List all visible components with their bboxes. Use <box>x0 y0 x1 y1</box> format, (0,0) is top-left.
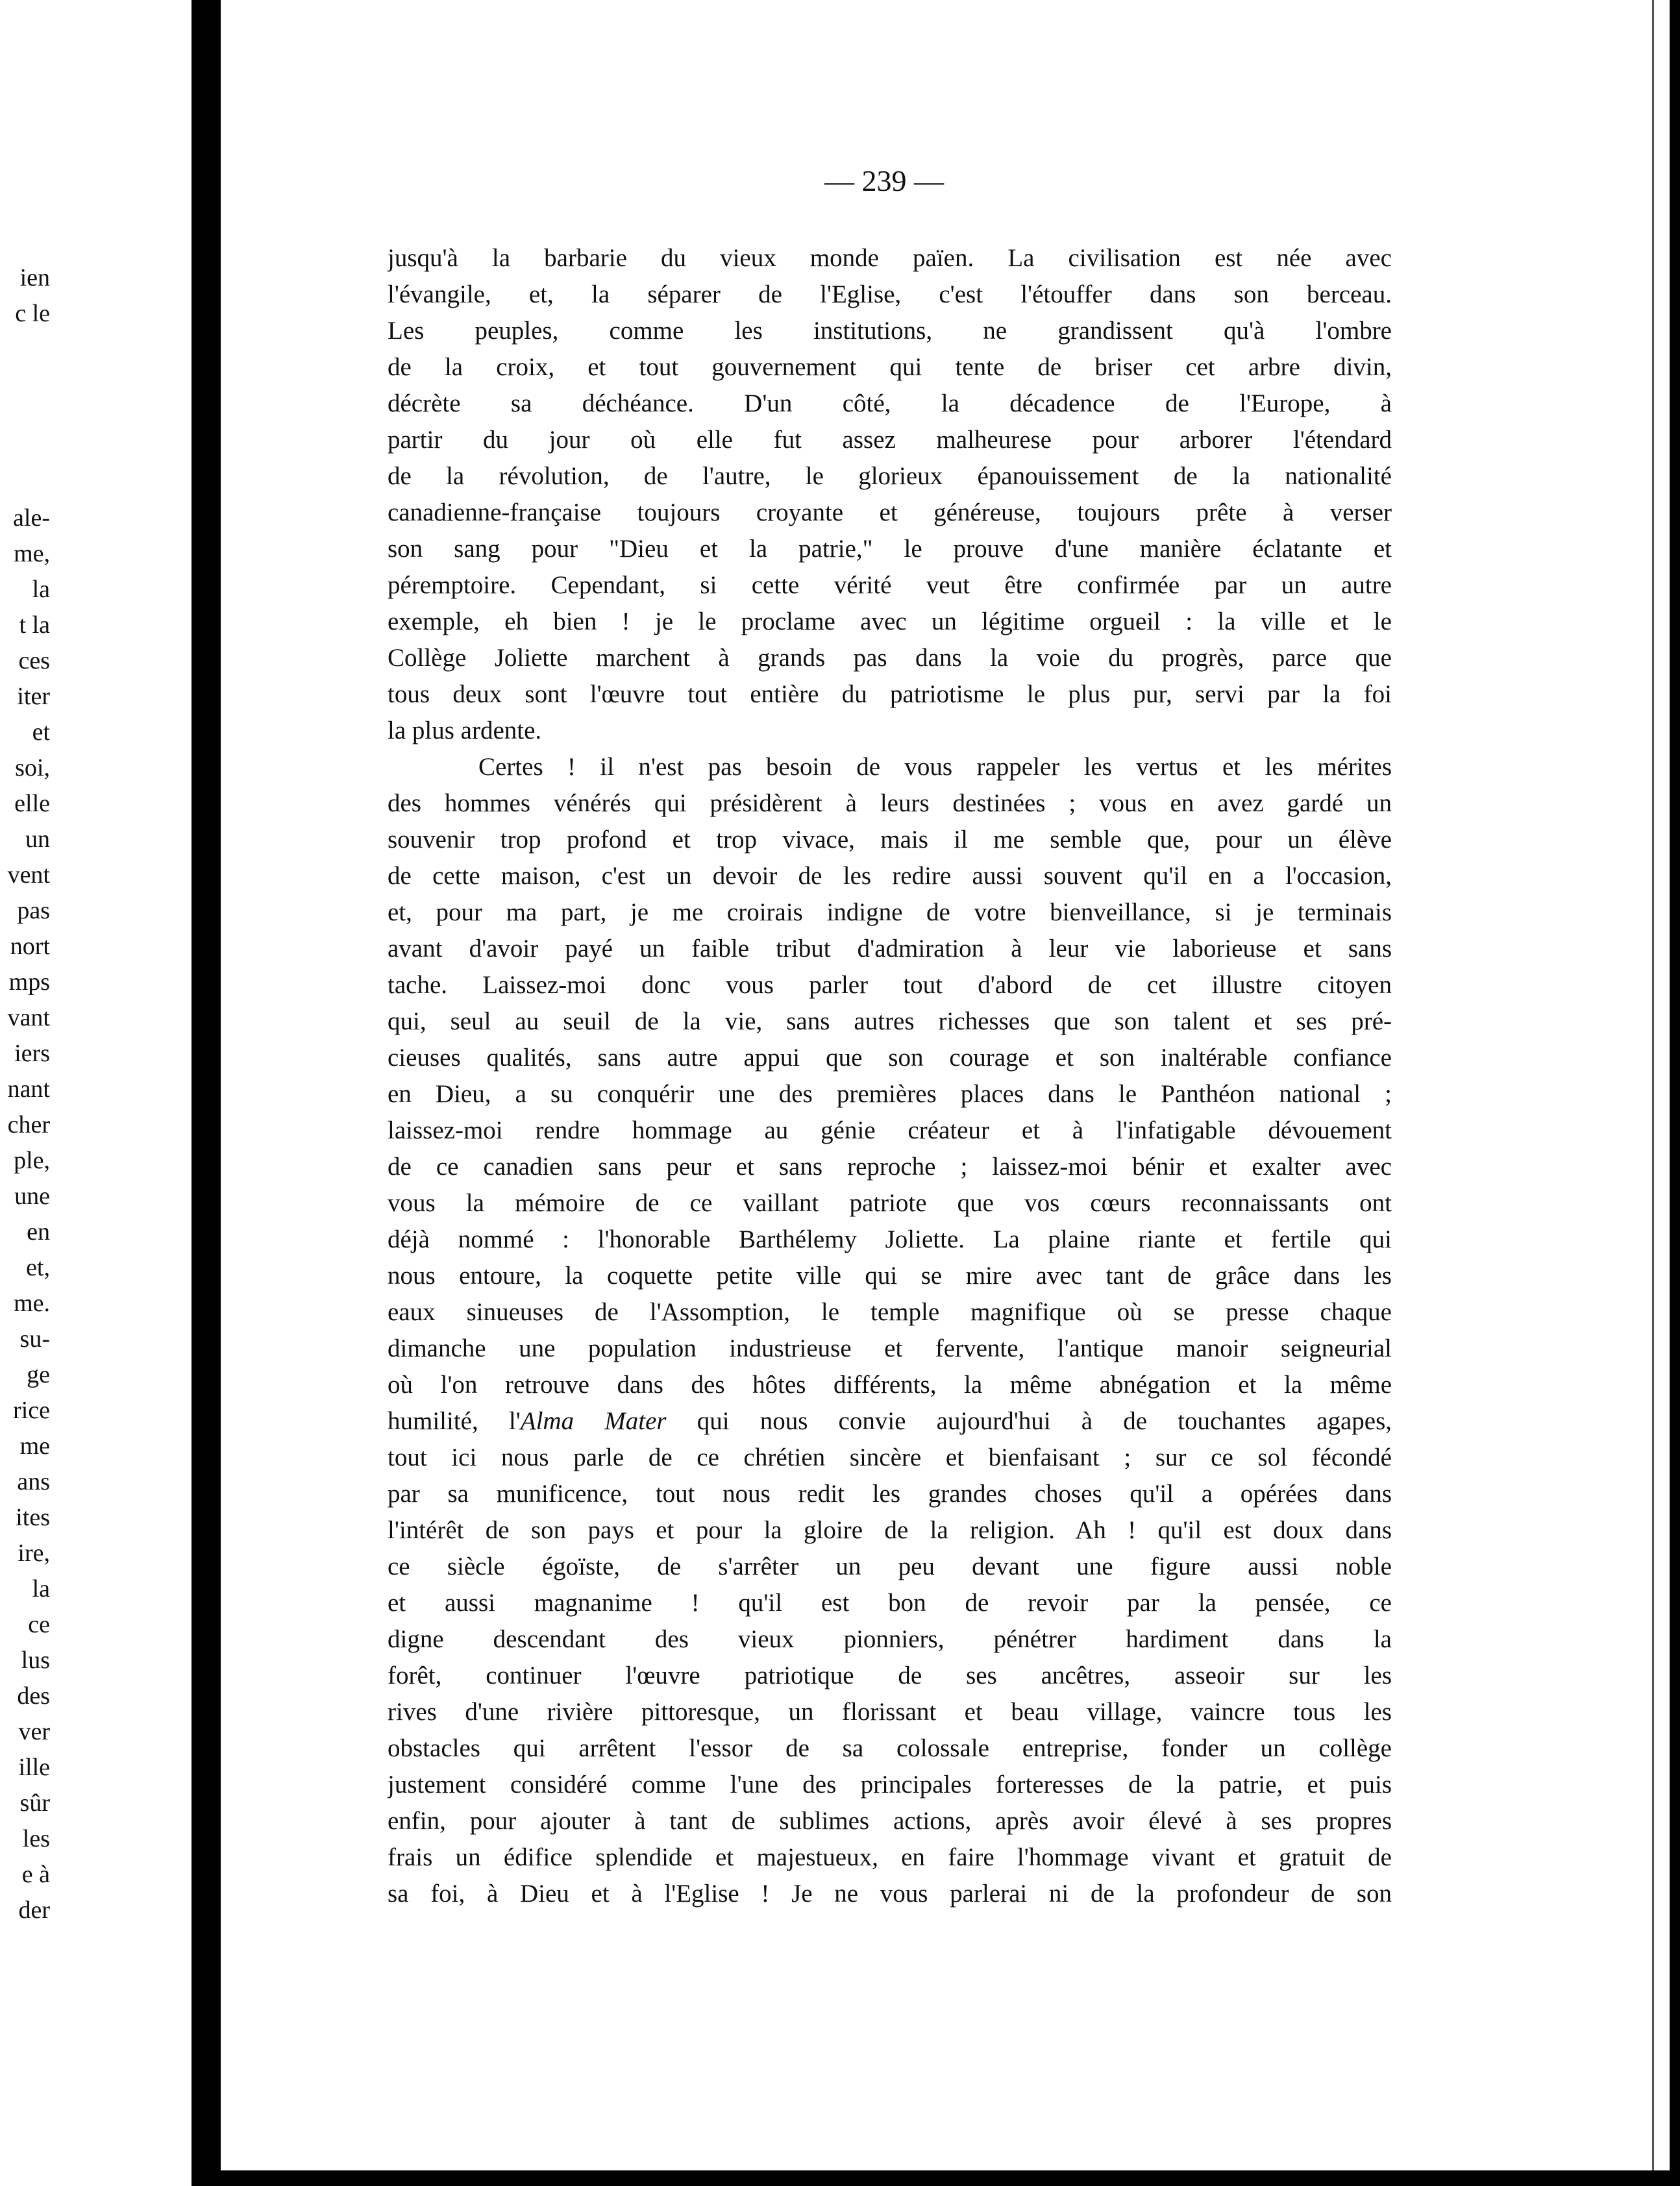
margin-fragment: vant <box>7 1004 50 1031</box>
body-text <box>388 240 1392 1912</box>
margin-fragment: iers <box>14 1040 50 1067</box>
margin-fragment: su- <box>19 1325 50 1353</box>
margin-fragment: elle <box>14 790 50 817</box>
text-line: digne descendant des vieux pionniers, pénétrer hardiment dans la <box>388 1625 1392 1653</box>
margin-fragment: e à <box>21 1861 50 1888</box>
page-number: — 239 — <box>824 164 944 197</box>
text-line: obstacles qui arrêtent l'essor de sa colossale entreprise, fonder un collège <box>388 1734 1392 1762</box>
text-line: exemple, eh bien ! je le proclame avec un légitime orgueil : la ville et le <box>388 608 1392 635</box>
text-line: jusqu'à la barbarie du vieux monde païen. La civilisation est née avec <box>388 244 1392 272</box>
margin-fragment: ans <box>17 1468 50 1495</box>
text-line: décrète sa déchéance. D'un côté, la décadence de l'Europe, à <box>388 389 1392 417</box>
text-line: canadienne-française toujours croyante et généreuse, toujours prête à verser <box>388 498 1392 526</box>
margin-fragment: des <box>17 1682 50 1710</box>
scan-border-bottom <box>191 2170 1680 2186</box>
text-line: laissez-moi rendre hommage au génie créateur et à l'infatigable dévouement <box>388 1116 1392 1144</box>
text-line: cieuses qualités, sans autre appui que son courage et son inaltérable confiance <box>388 1044 1392 1072</box>
paragraph-start: Certes ! il n'est pas besoin de vous rappeler les vertus et les mérites <box>478 753 1392 781</box>
text-line: dimanche une population industrieuse et fervente, l'antique manoir seigneurial <box>388 1334 1392 1362</box>
alma-mater-italic: Alma Mater <box>520 1407 667 1435</box>
margin-fragment: et, <box>26 1254 50 1281</box>
margin-fragment: ce <box>28 1611 50 1638</box>
text-line: de la croix, et tout gouvernement qui tente de briser cet arbre divin, <box>388 353 1392 381</box>
text-line: tous deux sont l'œuvre tout entière du patriotisme le plus pur, servi par la foi <box>388 680 1392 708</box>
margin-fragment: ple, <box>14 1147 50 1174</box>
margin-fragment: nant <box>7 1075 50 1103</box>
margin-fragment: iter <box>17 683 50 710</box>
text-line: partir du jour où elle fut assez malheurese pour arborer l'étendard <box>388 426 1392 454</box>
margin-fragment: cher <box>7 1111 50 1138</box>
text-line: ce siècle égoïste, de s'arrêter un peu devant une figure aussi noble <box>388 1553 1392 1580</box>
text-line: et aussi magnanime ! qu'il est bon de revoir par la pensée, ce <box>388 1589 1392 1617</box>
margin-fragment: en <box>27 1218 50 1246</box>
margin-fragment: lus <box>21 1647 50 1674</box>
text-line: tout ici nous parle de ce chrétien sincère et bienfaisant ; sur ce sol fécondé <box>388 1443 1392 1471</box>
text-line: eaux sinueuses de l'Assomption, le temple magnifique où se presse chaque <box>388 1298 1392 1326</box>
page-edge-line <box>1652 0 1654 2186</box>
margin-fragment: t la <box>19 611 50 639</box>
text-line: nous entoure, la coquette petite ville qui se mire avec tant de grâce dans les <box>388 1262 1392 1290</box>
margin-fragment: sûr <box>19 1789 50 1817</box>
line-segment: humilité, l' <box>388 1407 521 1435</box>
text-line: déjà nommé : l'honorable Barthélemy Joliette. La plaine riante et fertile qui <box>388 1225 1392 1253</box>
text-line: des hommes vénérés qui présidèrent à leurs destinées ; vous en avez gardé un <box>388 789 1392 817</box>
margin-fragment: rice <box>13 1397 50 1424</box>
text-line: la plus ardente. <box>388 717 542 744</box>
margin-fragment: ire, <box>18 1540 50 1567</box>
text-line: justement considéré comme l'une des principales forteresses de la patrie, et puis <box>388 1771 1392 1799</box>
text-line: l'intérêt de son pays et pour la gloire de la religion. Ah ! qu'il est doux dans <box>388 1516 1392 1544</box>
text-line: rives d'une rivière pittoresque, un florissant et beau village, vaincre tous les <box>388 1698 1392 1726</box>
text-line: son sang pour "Dieu et la patrie," le prouve d'une manière éclatante et <box>388 535 1392 563</box>
facing-page-margin <box>0 0 191 2186</box>
text-line: par sa munificence, tout nous redit les grandes choses qu'il a opérées dans <box>388 1480 1392 1508</box>
margin-fragment: ver <box>18 1718 50 1745</box>
margin-fragment: la <box>32 1575 50 1603</box>
text-line: Les peuples, comme les institutions, ne grandissent qu'à l'ombre <box>388 317 1392 345</box>
text-line: de ce canadien sans peur et sans reproche ; laissez-moi bénir et exalter avec <box>388 1153 1392 1181</box>
margin-fragment: ille <box>18 1754 50 1781</box>
text-line: vous la mémoire de ce vaillant patriote que vos cœurs reconnaissants ont <box>388 1189 1392 1217</box>
margin-fragment: les <box>22 1825 50 1852</box>
margin-fragment: ces <box>18 647 50 674</box>
margin-fragment: me. <box>14 1290 50 1317</box>
margin-fragment: soi, <box>15 754 50 781</box>
text-line-with-italic <box>388 1403 1392 1440</box>
text-line: Collège Joliette marchent à grands pas dans la voie du progrès, parce que <box>388 644 1392 672</box>
margin-fragment: une <box>14 1183 50 1210</box>
text-line: et, pour ma part, je me croirais indigne de votre bienveillance, si je terminais <box>388 898 1392 926</box>
text-line: de la révolution, de l'autre, le glorieux épanouissement de la nationalité <box>388 462 1392 490</box>
text-line: forêt, continuer l'œuvre patriotique de ses ancêtres, asseoir sur les <box>388 1662 1392 1689</box>
text-line: l'évangile, et, la séparer de l'Eglise, c'est l'étouffer dans son berceau. <box>388 280 1392 308</box>
margin-fragment: me <box>19 1432 50 1460</box>
text-line: enfin, pour ajouter à tant de sublimes actions, après avoir élevé à ses propres <box>388 1807 1392 1835</box>
margin-fragment: nort <box>10 933 50 960</box>
margin-fragment: vent <box>7 861 50 889</box>
binding-gutter <box>191 0 221 2186</box>
margin-fragment: me, <box>14 540 50 567</box>
text-line: sa foi, à Dieu et à l'Eglise ! Je ne vous parlerai ni de la profondeur de son <box>388 1880 1392 1908</box>
text-line: de cette maison, c'est un devoir de les redire aussi souvent qu'il en a l'occasion, <box>388 862 1392 890</box>
margin-fragment: der <box>18 1897 50 1924</box>
margin-fragment: pas <box>17 897 50 924</box>
text-line: frais un édifice splendide et majestueux, en faire l'hommage vivant et gratuit de <box>388 1843 1392 1871</box>
line-segment: qui nous convie aujourd'hui à de touchantes agapes, <box>666 1407 1392 1435</box>
text-line: où l'on retrouve dans des hôtes différents, la même abnégation et la même <box>388 1371 1392 1399</box>
margin-fragment: et <box>32 718 50 746</box>
scan-border-right <box>1670 0 1680 2186</box>
text-line: péremptoire. Cependant, si cette vérité veut être confirmée par un autre <box>388 571 1392 599</box>
text-line: tache. Laissez-moi donc vous parler tout d'abord de cet illustre citoyen <box>388 971 1392 999</box>
text-line: en Dieu, a su conquérir une des premières places dans le Panthéon national ; <box>388 1080 1392 1108</box>
margin-fragment: la <box>32 576 50 603</box>
text-line: avant d'avoir payé un faible tribut d'admiration à leur vie laborieuse et sans <box>388 935 1392 963</box>
margin-fragment: ale- <box>13 504 50 532</box>
margin-fragment: c le <box>15 300 50 327</box>
text-line: qui, seul au seuil de la vie, sans autres richesses que son talent et ses pré- <box>388 1007 1392 1035</box>
margin-fragment: ites <box>16 1504 50 1531</box>
margin-fragment: mps <box>8 968 50 996</box>
text-line: souvenir trop profond et trop vivace, mais il me semble que, pour un élève <box>388 826 1392 854</box>
margin-fragment: ien <box>19 264 50 291</box>
margin-fragment: ge <box>27 1361 50 1388</box>
margin-fragment: un <box>25 826 50 853</box>
